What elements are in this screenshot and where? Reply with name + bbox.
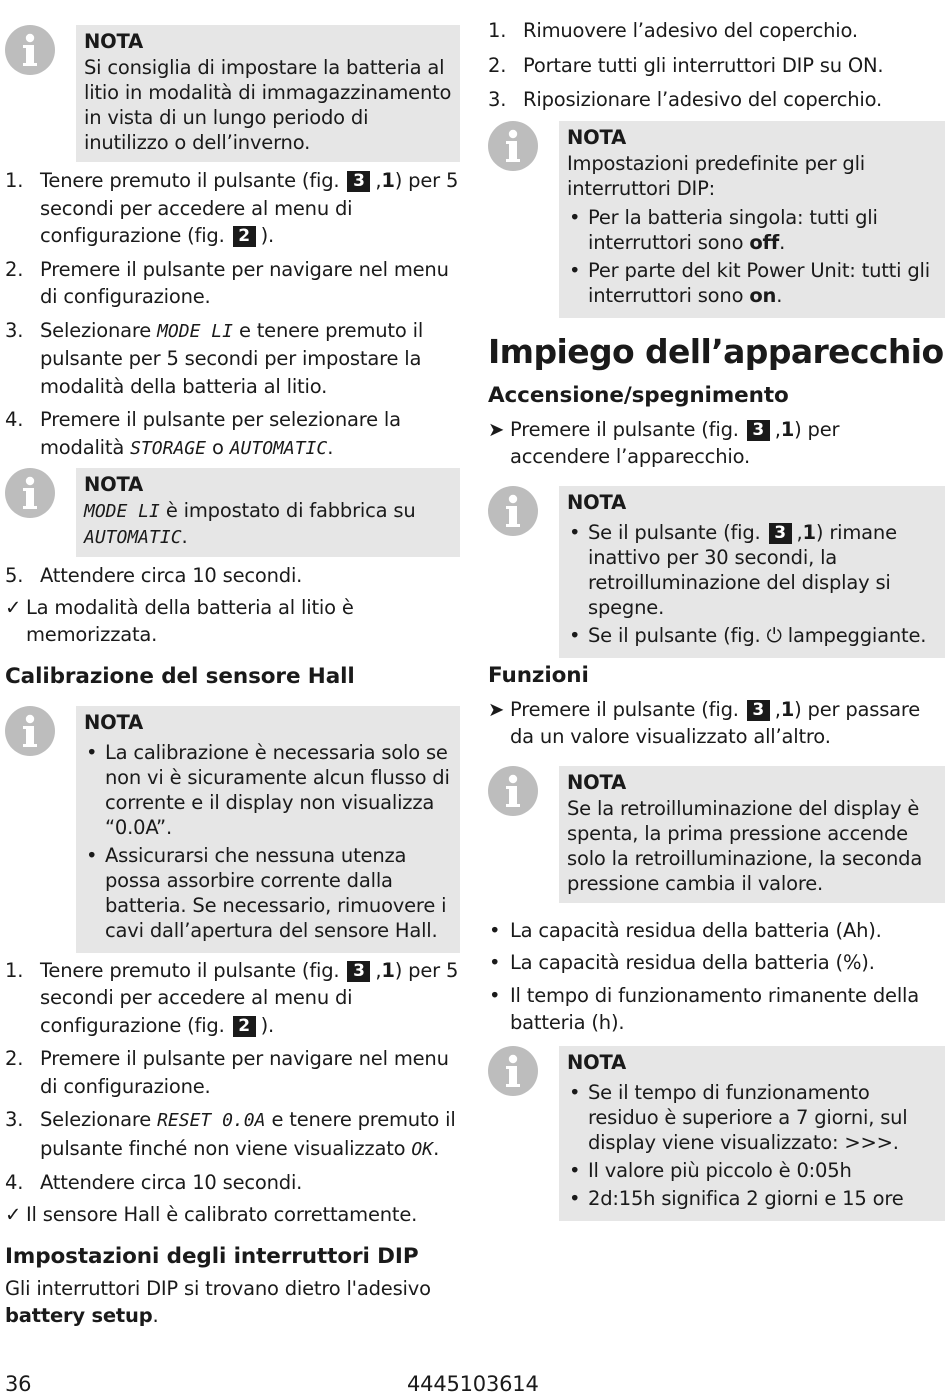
list-item: • La capacità residua della batteria (%).: [488, 949, 945, 977]
info-icon: [488, 486, 538, 536]
steps-dip: [488, 17, 945, 114]
note-backlight: [488, 766, 945, 903]
note-storage: [5, 25, 460, 162]
note-bullet: • Se il tempo di funzionamento residuo è superiore a 7 giorni, sul display viene visualizzato: >>>.: [567, 1080, 937, 1155]
fig-badge: 2: [233, 226, 256, 247]
left-column: [5, 0, 460, 1330]
list-item: • Il tempo di funzionamento rimanente della batteria (h).: [488, 982, 945, 1037]
lcd-text: AUTOMATIC: [229, 437, 328, 459]
note-bullet: • Se il pulsante (fig. 3 ,1) rimane inattivo per 30 secondi, la retroilluminazione del display si spegne.: [567, 520, 937, 620]
note-runtime: [488, 1046, 945, 1221]
heading-hall-calibration: Calibrazione del sensore Hall: [5, 663, 355, 689]
note-text: MODE LI è impostato di fabbrica su AUTOMATIC.: [84, 499, 416, 548]
step-item: 1. Rimuovere l’adesivo del coperchio.: [488, 19, 858, 42]
step-item: 4. Premere il pulsante per selezionare la modalità STORAGE o AUTOMATIC.: [5, 408, 401, 459]
lcd-text: OK: [411, 1138, 434, 1160]
note-bullet: • Per parte del kit Power Unit: tutti gli interruttori sono on.: [567, 258, 937, 308]
note-bullet: • Per la batteria singola: tutti gli interruttori sono off.: [567, 205, 937, 255]
steps-hall: [5, 957, 460, 1197]
info-icon: [488, 766, 538, 816]
checkmark-icon: ✓: [5, 595, 22, 619]
info-icon: [5, 25, 55, 75]
arrow-icon: ➤: [488, 417, 505, 441]
heading-on-off: Accensione/spegnimento: [488, 382, 789, 408]
result-line: ✓ Il sensore Hall è calibrato correttamente.: [5, 1202, 418, 1226]
note-bullet: • Il valore più piccolo è 0:05h: [567, 1158, 937, 1183]
fig-badge: 2: [233, 1016, 256, 1037]
note-title: NOTA: [567, 1050, 626, 1074]
dip-paragraph: Gli interruttori DIP si trovano dietro l'adesivo battery setup.: [5, 1276, 431, 1327]
fig-badge: 3: [747, 420, 770, 441]
step-item: 4. Attendere circa 10 secondi.: [5, 1171, 303, 1194]
steps-lithium-mode: [5, 167, 460, 462]
step-item: 2. Portare tutti gli interruttori DIP su ON.: [488, 53, 884, 77]
note-title: NOTA: [84, 473, 143, 496]
note-text: Si consiglia di impostare la batteria al litio in modalità di immagazzinamento in vista di un lungo periodo di inutilizzo o dell’inverno.: [84, 56, 452, 154]
power-icon: ⏻: [766, 623, 782, 647]
list-item: • La capacità residua della batteria (Ah).: [488, 917, 945, 945]
page-number: 36: [5, 1372, 32, 1396]
instruction-line: ➤ Premere il pulsante (fig. 3 ,1) per accendere l’apparecchio.: [488, 417, 840, 468]
step-item: 3. Riposizionare l’adesivo del coperchio.: [488, 88, 883, 111]
info-icon: [488, 1046, 538, 1096]
step-item: 1. Tenere premuto il pulsante (fig. 3 ,1) per 5 secondi per accedere al menu di configurazione (fig. 2 ).: [5, 169, 459, 247]
lcd-text: MODE LI: [157, 320, 233, 342]
note-standby: [488, 486, 945, 658]
step-item: 2. Premere il pulsante per navigare nel menu di configurazione.: [5, 257, 449, 308]
right-column: [488, 0, 945, 1221]
note-title: NOTA: [567, 770, 626, 794]
info-icon: [5, 468, 55, 518]
steps-wait: [5, 562, 460, 590]
note-title: NOTA: [567, 490, 626, 514]
note-title: NOTA: [84, 30, 143, 53]
checkmark-icon: ✓: [5, 1202, 22, 1226]
step-item: 5. Attendere circa 10 secondi.: [5, 564, 303, 587]
step-item: 3. Selezionare RESET 0.0A e tenere premuto il pulsante finché non viene visualizzato OK.: [5, 1108, 456, 1160]
lcd-text: RESET 0.0A: [157, 1110, 266, 1131]
note-text: Impostazioni predefinite per gli interruttori DIP:: [567, 151, 866, 200]
heading-dip-switches: Impostazioni degli interruttori DIP: [5, 1243, 419, 1269]
note-title: NOTA: [567, 125, 626, 149]
note-text: Se la retroilluminazione del display è spenta, la prima pressione accende solo la retroilluminazione, la seconda pressione cambia il valore.: [567, 796, 923, 895]
arrow-icon: ➤: [488, 697, 505, 721]
result-line: ✓ La modalità della batteria al litio è memorizzata.: [5, 595, 354, 646]
heading-functions: Funzioni: [488, 662, 589, 688]
document-number: 4445103614: [407, 1372, 539, 1396]
note-dip-defaults: [488, 121, 945, 318]
info-icon: [5, 706, 55, 756]
note-title: NOTA: [84, 710, 143, 734]
note-bullet: • Se il pulsante (fig. ⏻ lampeggiante.: [567, 623, 937, 648]
note-bullet: • La calibrazione è necessaria solo se non vi è sicuramente alcun flusso di corrente e il display non visualizza “0.0A”.: [84, 740, 452, 840]
step-item: 3. Selezionare MODE LI e tenere premuto il pulsante per 5 secondi per impostare la modalità della batteria al litio.: [5, 318, 424, 398]
heading-usage: Impiego dell’apparecchio: [488, 331, 944, 371]
fig-badge: 3: [347, 171, 370, 192]
note-bullet: • 2d:15h significa 2 giorni e 15 ore: [567, 1186, 937, 1211]
step-item: 2. Premere il pulsante per navigare nel menu di configurazione.: [5, 1047, 449, 1098]
fig-badge: 3: [347, 961, 370, 982]
functions-list: [488, 917, 945, 1037]
note-hall: [5, 706, 460, 953]
note-bullet: • Assicurarsi che nessuna utenza possa assorbire corrente dalla batteria. Se necessario, rimuovere i cavi dall’apertura del sensore Hall.: [84, 843, 452, 943]
note-factory-default: [5, 468, 460, 557]
instruction-line: ➤ Premere il pulsante (fig. 3 ,1) per passare da un valore visualizzato all’altro.: [488, 697, 921, 748]
fig-badge: 3: [769, 523, 792, 544]
step-item: 1. Tenere premuto il pulsante (fig. 3 ,1) per 5 secondi per accedere al menu di configurazione (fig. 2 ).: [5, 958, 459, 1037]
fig-badge: 3: [747, 700, 770, 721]
info-icon: [488, 121, 538, 171]
lcd-text: STORAGE: [130, 437, 206, 459]
